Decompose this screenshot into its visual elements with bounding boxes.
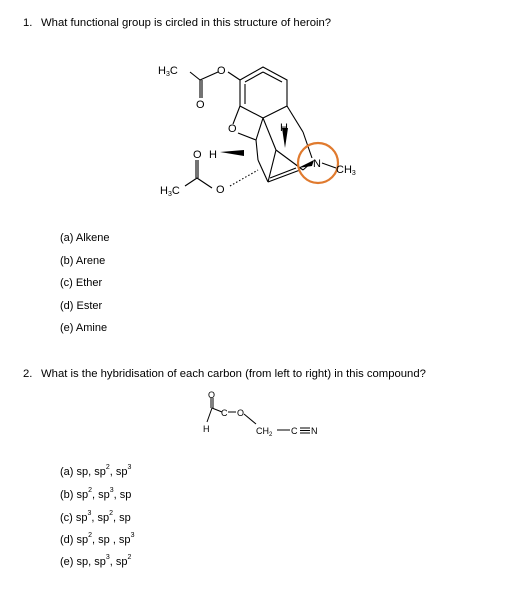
o-carbonyl-bottom-label: O xyxy=(193,149,202,161)
q1-option-c[interactable]: (c) Ether xyxy=(60,277,103,289)
q2-ch2-label: $CH_2$ xyxy=(256,426,273,438)
q2-option-c[interactable]: (c) $sp^3$, $sp^2$, sp xyxy=(60,510,131,524)
q1-option-a[interactable]: (a) Alkene xyxy=(60,232,110,244)
question-2-number: 2. xyxy=(23,368,33,380)
q1-option-e[interactable]: (e) Amine xyxy=(60,322,108,334)
o-ester-bottom-label: O xyxy=(216,184,225,196)
q2-option-b[interactable]: (b) $sp^2$, $sp^3$, sp xyxy=(60,487,132,501)
q2-option-a[interactable]: (a) sp, $sp^2$, $sp^3$ xyxy=(60,464,132,478)
q2-c-nitrile-label: C xyxy=(291,426,298,436)
h-left-label: H xyxy=(209,149,217,161)
q2-option-d[interactable]: (d) $sp^2$, sp , $sp^3$ xyxy=(60,532,135,546)
q2-option-e[interactable]: (e) sp, $sp^3$, $sp^2$ xyxy=(60,554,132,568)
question-1-text: What functional group is circled in this structure of heroin? xyxy=(41,17,332,29)
n-atom-label: N xyxy=(313,158,321,170)
h-bridge-label: H xyxy=(280,122,288,134)
q1-option-d[interactable]: (d) Ester xyxy=(60,300,103,312)
o-ether-label: O xyxy=(228,123,237,135)
h3c-bottom-label: H3C xyxy=(160,185,180,198)
q1-option-b[interactable]: (b) Arene xyxy=(60,255,106,267)
question-2-text: What is the hybridisation of each carbon (from left to right) in this compound? xyxy=(41,368,426,380)
ch3-label: CH3 xyxy=(336,164,356,177)
q2-o-label: O xyxy=(237,408,245,418)
q2-n-label: N xyxy=(311,426,318,436)
q2-o-top-label: O xyxy=(208,390,216,400)
q2-c-label: C xyxy=(221,408,228,418)
q2-h-label: H xyxy=(203,424,210,434)
o-carbonyl-top-label: O xyxy=(196,99,205,111)
question-1-number: 1. xyxy=(23,17,33,29)
o-ester-top-label: O xyxy=(217,65,226,77)
h3c-top-label: H3C xyxy=(158,65,178,78)
